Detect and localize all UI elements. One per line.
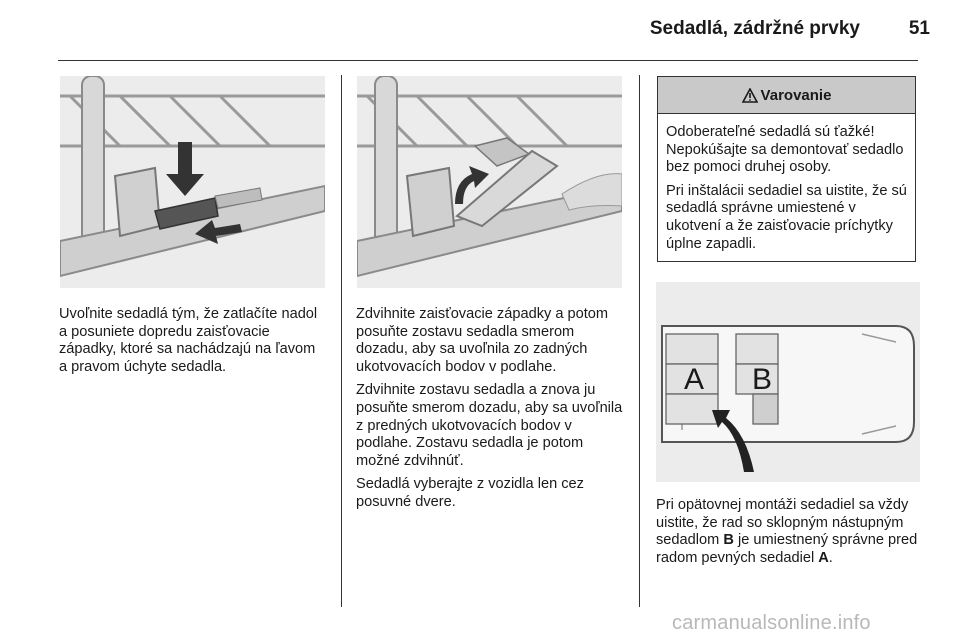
column-divider-2: [639, 75, 640, 607]
paragraph: Pri opätovnej montáži sedadiel sa vždy uistite, že rad so sklopným nástupným sedadlom B je umiestnený správne pred radom pevných sedadiel A.: [656, 497, 918, 566]
warning-box: [657, 76, 916, 262]
column-1-text: [59, 306, 324, 382]
figure-lift-latch: [357, 76, 622, 288]
column-divider-1: [341, 75, 342, 607]
watermark: carmanualsonline.info: [672, 612, 871, 634]
figure-seat-layout: [656, 282, 920, 482]
reinstall-note: [656, 497, 920, 573]
figure-release-latch: [60, 76, 325, 288]
warning-triangle-icon: [742, 88, 758, 103]
page-number: 51: [908, 18, 930, 39]
warning-paragraph: Pri inštalácii sedadiel sa uistite, že sú sedadlá správne umiestené v ukotvení a že zaisťovacie príchytky úplne zapadli.: [666, 182, 907, 252]
warning-header: [658, 77, 915, 114]
seat-ref-a: A: [818, 549, 829, 566]
seat-ref-b: B: [723, 532, 734, 549]
seat-label-a: A: [683, 363, 705, 396]
paragraph: Uvoľnite sedadlá tým, že zatlačíte nadol a posuniete dopredu zaisťovacie západky, ktoré sa nachádzajú na ľavom a pravom úchyte sedadla.: [59, 306, 318, 375]
header-divider: [58, 60, 918, 61]
section-title: Sedadlá, zádržné prvky: [649, 18, 860, 39]
paragraph: Zdvihnite zaisťovacie západky a potom posuňte zostavu sedadla smerom dozadu, aby sa uvoľnila zo zadných ukotvovacích bodov v podlahe.: [356, 306, 609, 375]
paragraph: Sedadlá vyberajte z vozidla len cez posuvné dvere.: [356, 476, 584, 510]
paragraph: Zdvihnite zostavu sedadla a znova ju posuňte smerom dozadu, aby sa uvoľnila z predných ukotvovacích bodov v podlahe. Zostavu sedadla je potom možné zdvihnúť.: [356, 382, 623, 469]
column-2-text: [356, 306, 628, 518]
seat-label-b: B: [751, 363, 773, 396]
warning-title: Varovanie: [760, 86, 832, 104]
warning-paragraph: Odoberateľné sedadlá sú ťažké! Nepokúšajte sa demontovať sedadlo bez pomoci druhej osoby.: [666, 124, 904, 176]
warning-body: [658, 114, 915, 253]
